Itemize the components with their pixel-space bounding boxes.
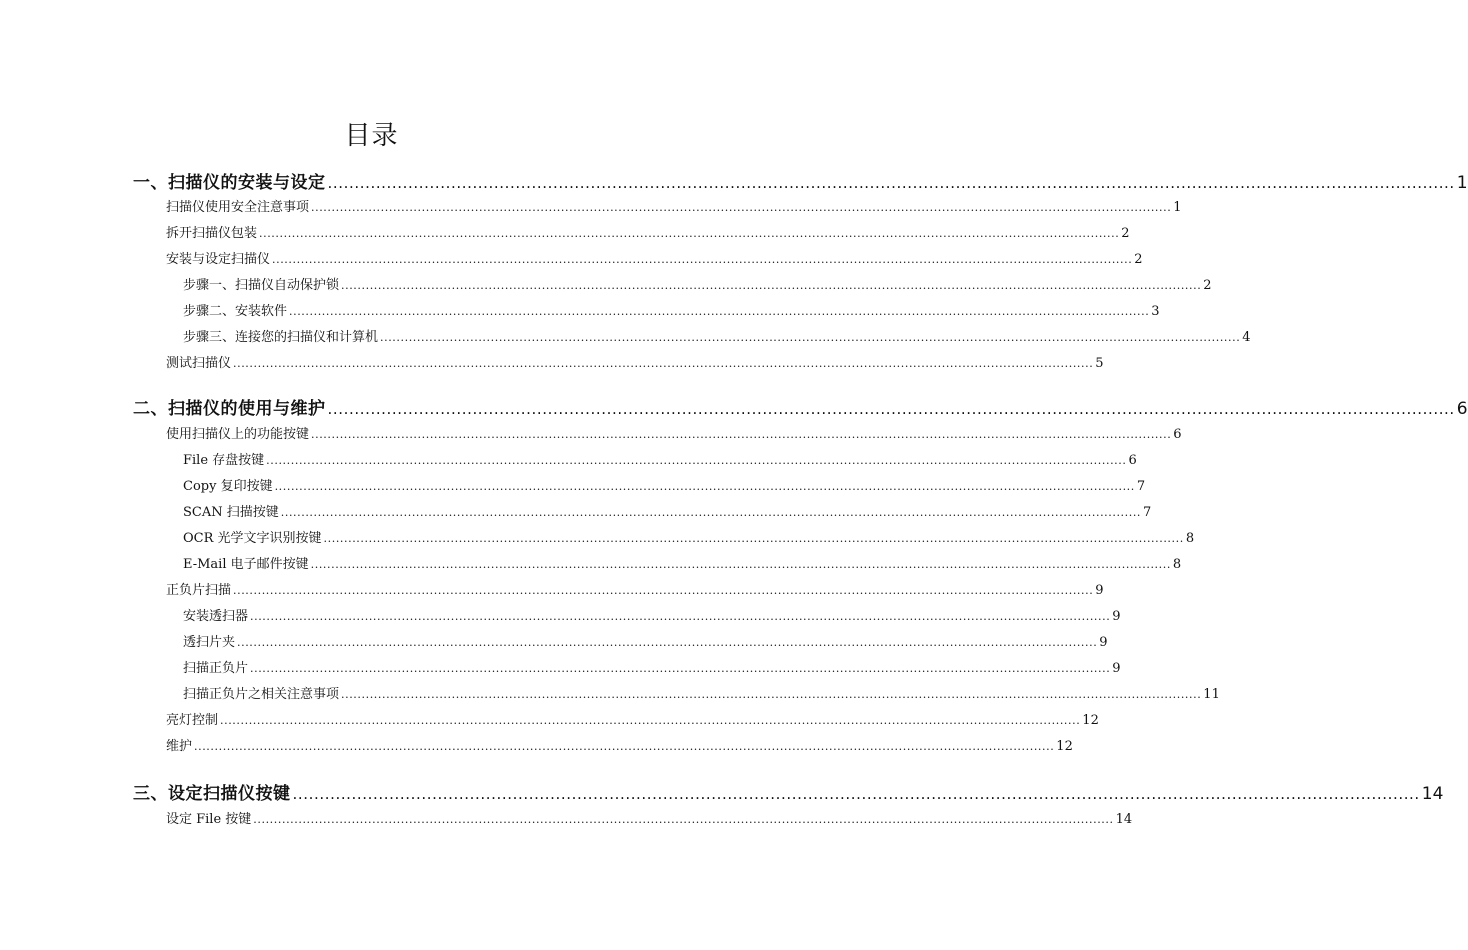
toc-page-number: 5 xyxy=(1095,356,1104,371)
toc-section-entry[interactable] xyxy=(183,504,1152,522)
dot-leader: .................................................................................................................................................................................................................. xyxy=(341,279,1202,292)
toc-entry-label: 设定 File 按键 xyxy=(166,812,252,827)
toc-section-entry[interactable] xyxy=(166,355,1104,373)
dot-leader: .................................................................................................................................................................................................................. xyxy=(194,740,1055,753)
toc-page-number: 14 xyxy=(1115,812,1133,827)
dot-leader: .................................................................................................................................................................................................................. xyxy=(274,480,1135,493)
toc-entry-label: 安装与设定扫描仪 xyxy=(166,252,271,267)
dot-leader: .................................................................................................................................................................................................................. xyxy=(237,636,1098,649)
toc-section-entry[interactable] xyxy=(166,251,1143,269)
toc-section-entry[interactable] xyxy=(183,634,1108,652)
toc-section-entry[interactable] xyxy=(183,660,1121,678)
toc-page-number: 14 xyxy=(1421,784,1444,804)
toc-section-entry[interactable] xyxy=(166,811,1133,829)
toc-section-entry[interactable] xyxy=(183,686,1220,704)
dot-leader: .................................................................................................................................................................................................................. xyxy=(323,532,1184,545)
toc-page-number: 2 xyxy=(1203,278,1212,293)
toc-title: 目录 xyxy=(344,121,399,151)
dot-leader: .................................................................................................................................................................................................................. xyxy=(266,454,1127,467)
toc-section-entry[interactable] xyxy=(166,199,1182,217)
toc-entry-label: 三、设定扫描仪按键 xyxy=(133,784,291,804)
toc-entry-label: 使用扫描仪上的功能按键 xyxy=(166,427,310,442)
dot-leader: .................................................................................................................................................................................................................. xyxy=(250,662,1111,675)
toc-section-entry[interactable] xyxy=(183,452,1137,470)
dot-leader: .................................................................................................................................................................................................................. xyxy=(341,688,1202,701)
toc-page-number: 7 xyxy=(1136,479,1146,494)
toc-page-number: 9 xyxy=(1112,609,1121,624)
toc-entry-label: SCAN 扫描按键 xyxy=(183,505,279,520)
toc-section-entry[interactable] xyxy=(183,478,1146,496)
dot-leader: .................................................................................................................................................................................................................. xyxy=(327,174,1455,192)
toc-entry-label: 正负片扫描 xyxy=(166,583,232,598)
dot-leader: .................................................................................................................................................................................................................. xyxy=(272,253,1133,266)
toc-section-entry[interactable] xyxy=(183,277,1212,295)
toc-entry-label: Copy 复印按键 xyxy=(183,479,273,494)
toc-section-entry[interactable] xyxy=(183,556,1182,574)
dot-leader: .................................................................................................................................................................................................................. xyxy=(292,785,1420,803)
toc-entry-label: 测试扫描仪 xyxy=(166,356,232,371)
dot-leader: .................................................................................................................................................................................................................. xyxy=(250,610,1111,623)
toc-entry-label: 拆开扫描仪包装 xyxy=(166,226,258,241)
toc-section-entry[interactable] xyxy=(183,530,1195,548)
dot-leader: .................................................................................................................................................................................................................. xyxy=(310,558,1171,571)
dot-leader: .................................................................................................................................................................................................................. xyxy=(220,714,1081,727)
toc-entry-label: 维护 xyxy=(166,739,193,754)
toc-section-entry[interactable] xyxy=(166,712,1099,730)
toc-page-number: 12 xyxy=(1082,713,1099,728)
toc-section-entry[interactable] xyxy=(166,738,1073,756)
toc-page-number: 9 xyxy=(1112,661,1121,676)
dot-leader: .................................................................................................................................................................................................................. xyxy=(311,201,1172,214)
dot-leader: .................................................................................................................................................................................................................. xyxy=(259,227,1120,240)
toc-page-number: 9 xyxy=(1099,635,1108,650)
toc-entry-label: 亮灯控制 xyxy=(166,713,219,728)
toc-page-number: 4 xyxy=(1242,330,1251,345)
toc-entry-label: 扫描正负片之相关注意事项 xyxy=(183,687,340,702)
toc-entry-label: 扫描仪使用安全注意事项 xyxy=(166,200,310,215)
toc-entry-label: File 存盘按键 xyxy=(183,453,265,468)
toc-entry-label: 步骤一、扫描仪自动保护锁 xyxy=(183,278,340,293)
toc-chapter-entry[interactable] xyxy=(133,398,1468,420)
toc-section-entry[interactable] xyxy=(166,426,1182,444)
toc-page-number: 6 xyxy=(1173,427,1182,442)
toc-entry-label: E-Mail 电子邮件按键 xyxy=(183,557,309,572)
toc-page-number: 6 xyxy=(1456,399,1468,419)
toc-page-number: 8 xyxy=(1185,531,1195,546)
toc-page-number: 6 xyxy=(1128,453,1137,468)
toc-chapter-entry[interactable] xyxy=(133,172,1468,194)
toc-section-entry[interactable] xyxy=(166,225,1130,243)
dot-leader: .................................................................................................................................................................................................................. xyxy=(289,305,1150,318)
dot-leader: .................................................................................................................................................................................................................. xyxy=(280,506,1142,519)
toc-page-number: 11 xyxy=(1203,687,1220,702)
dot-leader: .................................................................................................................................................................................................................. xyxy=(311,428,1172,441)
toc-page-number: 2 xyxy=(1121,226,1130,241)
toc-entry-label: 步骤三、连接您的扫描仪和计算机 xyxy=(183,330,379,345)
toc-entry-label: OCR 光学文字识别按键 xyxy=(183,531,322,546)
toc-entry-label: 扫描正负片 xyxy=(183,661,249,676)
dot-leader: .................................................................................................................................................................................................................. xyxy=(253,813,1114,826)
toc-section-entry[interactable] xyxy=(183,608,1121,626)
toc-page-number: 9 xyxy=(1095,583,1104,598)
toc-section-entry[interactable] xyxy=(183,329,1251,347)
dot-leader: .................................................................................................................................................................................................................. xyxy=(233,584,1094,597)
toc-chapter-entry[interactable] xyxy=(133,783,1444,805)
toc-page-number: 2 xyxy=(1134,252,1143,267)
toc-page-number: 12 xyxy=(1056,739,1073,754)
toc-entry-label: 一、扫描仪的安装与设定 xyxy=(133,173,326,193)
toc-page-number: 7 xyxy=(1143,505,1152,520)
toc-section-entry[interactable] xyxy=(166,582,1104,600)
toc-section-entry[interactable] xyxy=(183,303,1160,321)
dot-leader: .................................................................................................................................................................................................................. xyxy=(233,357,1094,370)
dot-leader: .................................................................................................................................................................................................................. xyxy=(327,400,1455,418)
toc-entry-label: 步骤二、安装软件 xyxy=(183,304,288,319)
dot-leader: .................................................................................................................................................................................................................. xyxy=(380,331,1241,344)
toc-entry-label: 透扫片夹 xyxy=(183,635,236,650)
toc-page-number: 1 xyxy=(1456,173,1468,193)
toc-page-number: 1 xyxy=(1173,200,1182,215)
toc-page-number: 3 xyxy=(1151,304,1160,319)
toc-page-number: 8 xyxy=(1172,557,1182,572)
toc-entry-label: 二、扫描仪的使用与维护 xyxy=(133,399,326,419)
toc-entry-label: 安装透扫器 xyxy=(183,609,249,624)
